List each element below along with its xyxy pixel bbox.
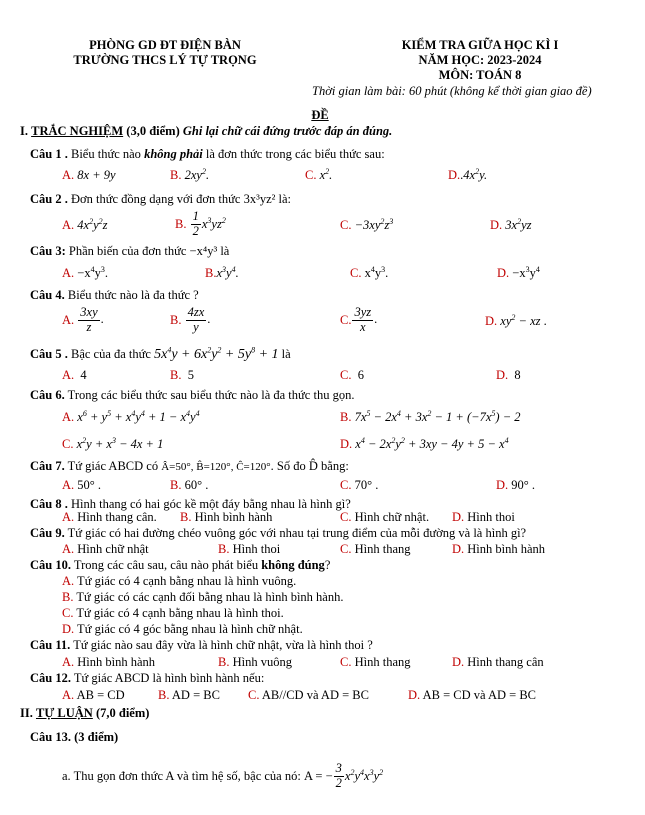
q7-option-b: B. 60° . [170, 478, 209, 492]
time-note: Thời gian làm bài: 60 phút (không kể thời gian giao đề) [312, 84, 592, 98]
q3-option-a: A. $-x^4y^3$. [62, 264, 108, 280]
school-year: NĂM HỌC: 2023-2024 [418, 53, 542, 67]
q11-option-b: B. Hình vuông [218, 655, 292, 669]
q12-option-d: D. AB = CD và AD = BC [408, 688, 537, 702]
q9-option-d: D. Hình bình hành [452, 542, 546, 556]
q7-option-d: D. 90° . [496, 478, 536, 492]
q12-option-b: B. AD = BC [158, 688, 220, 702]
question-13: Câu 13. (3 điểm) [30, 730, 119, 744]
q11-option-d: D. Hình thang cân [452, 655, 544, 669]
q6-option-b: B. $7x^5 - 2x^4 + 3x^2 - 1 + (-7x^5) - 2$ [340, 408, 521, 424]
q4-option-b: B. $\frac{4zx}{y}$ . [170, 305, 211, 334]
section-2-heading: II. TỰ LUẬN (7,0 điểm) [20, 706, 150, 720]
q8-option-c: C. Hình chữ nhật. [340, 510, 430, 524]
q8-option-d: D. Hình thoi [452, 510, 515, 524]
q4-option-c: C. $\frac{3yz}{x}$ . [340, 305, 378, 334]
question-12: Câu 12. Tứ giác ABCD là hình bình hành nếu: [30, 671, 265, 685]
q3-option-d: D. $-x^3y^4$ [497, 264, 540, 280]
q5-option-c: C. 6 [340, 368, 364, 382]
q12-option-a: A. AB = CD [62, 688, 125, 702]
question-2: Câu 2 . Đơn thức đồng dạng với đơn thức 3x³yz² là: [30, 192, 291, 206]
de-label: ĐỀ [311, 108, 329, 122]
q4-option-d: D. $xy^2$ − xz . [485, 312, 547, 328]
school-name: TRƯỜNG THCS LÝ TỰ TRỌNG [73, 53, 257, 67]
q9-option-b: B. Hình thoi [218, 542, 281, 556]
q7-option-c: C. 70° . [340, 478, 379, 492]
q3-option-b: $B.x^3y^4$. [205, 264, 239, 280]
q8-option-b: B. Hình bình hành [180, 510, 273, 524]
q2-option-a: A. $4x^2y^2z$ [62, 216, 108, 232]
q3-option-c: C. $x^4y^3$. [350, 264, 389, 280]
q6-option-d: D. $x^4 - 2x^2y^2 + 3xy - 4y + 5 - x^4$ [340, 435, 509, 451]
q10-option-c: C. Tứ giác có 4 cạnh bằng nhau là hình thoi. [62, 606, 284, 620]
q1-option-c: C. $x^2$. [305, 166, 333, 182]
q2-option-d: D. $3x^2yz$ [490, 216, 532, 232]
question-1: Câu 1 . Biểu thức nào không phải là đơn thức trong các biểu thức sau: [30, 147, 385, 161]
question-11: Câu 11. Tứ giác nào sau đây vừa là hình chữ nhật, vừa là hình thoi ? [30, 638, 373, 652]
q11-option-c: C. Hình thang [340, 655, 411, 669]
q5-option-a: A. 4 [62, 368, 87, 382]
q10-option-a: A. Tứ giác có 4 cạnh bằng nhau là hình vuông. [62, 574, 297, 588]
question-5: Câu 5 . Bậc của đa thức $5x^4y + 6x^2y^2 + 5y^8 + 1$ là [30, 345, 291, 362]
q4-option-a: A. $\frac{3xy}{z}$ . [62, 305, 104, 334]
question-13a: a. Thu gọn đơn thức A và tìm hệ số, bậc của nó: A = − $\frac{3}{2}$ $x^2y^4x^3y^2$ [62, 761, 384, 790]
section-1-heading: I. TRẮC NGHIỆM (3,0 điểm) Ghi lại chữ cái đứng trước đáp án đúng. [20, 124, 393, 138]
question-10: Câu 10. Trong các câu sau, câu nào phát biểu không đúng? [30, 558, 331, 572]
question-3: Câu 3: Phần biến của đơn thức −x⁴y³ là [30, 244, 230, 258]
q9-option-a: A. Hình chữ nhật [62, 542, 149, 556]
subject: MÔN: TOÁN 8 [438, 68, 522, 82]
question-8: Câu 8 . Hình thang có hai góc kề một đáy bằng nhau là hình gì? [30, 497, 351, 511]
q2-option-b: B. $\frac{1}{2}$ $x^3yz^2$ [175, 209, 226, 238]
dept-name: PHÒNG GD ĐT ĐIỆN BÀN [89, 38, 241, 52]
q6-option-c: C. $x^2y + x^3 - 4x + 1$ [62, 435, 164, 451]
q5-option-d: D. 8 [496, 368, 521, 382]
q10-option-d: D. Tứ giác có 4 góc bằng nhau là hình chữ nhật. [62, 622, 303, 636]
question-4: Câu 4. Biểu thức nào là đa thức ? [30, 288, 199, 302]
q8-option-a: A. Hình thang cân. [62, 510, 157, 524]
q12-option-c: C. AB//CD và AD = BC [248, 688, 369, 702]
q9-option-c: C. Hình thang [340, 542, 411, 556]
q1-option-b: B. $2xy^2$. [170, 166, 210, 182]
q10-option-b: B. Tứ giác có các cạnh đối bằng nhau là hình bình hành. [62, 590, 344, 604]
q2-option-c: C. $-3xy^2z^3$ [340, 216, 394, 232]
q1-option-d: $D..4x^2y$. [448, 166, 488, 182]
q1-option-a: A. 8x + 9y [62, 168, 116, 182]
question-9: Câu 9. Tứ giác có hai đường chéo vuông góc với nhau tại trung điểm của mỗi đường và là hình gì? [30, 526, 527, 540]
q5-option-b: B. 5 [170, 368, 194, 382]
question-7: Câu 7. Tứ giác ABCD có Â=50°, B̂=120°, Ĉ=120°. Số đo D̂ bằng: [30, 459, 349, 473]
exam-title: KIỂM TRA GIỮA HỌC KÌ I [401, 38, 559, 52]
q7-option-a: A. 50° . [62, 478, 102, 492]
q6-option-a: A. $x^6 + y^5 + x^4y^4 + 1 - x^4y^4$ [62, 408, 200, 424]
q11-option-a: A. Hình bình hành [62, 655, 156, 669]
question-6: Câu 6. Trong các biểu thức sau biểu thức nào là đa thức thu gọn. [30, 388, 355, 402]
